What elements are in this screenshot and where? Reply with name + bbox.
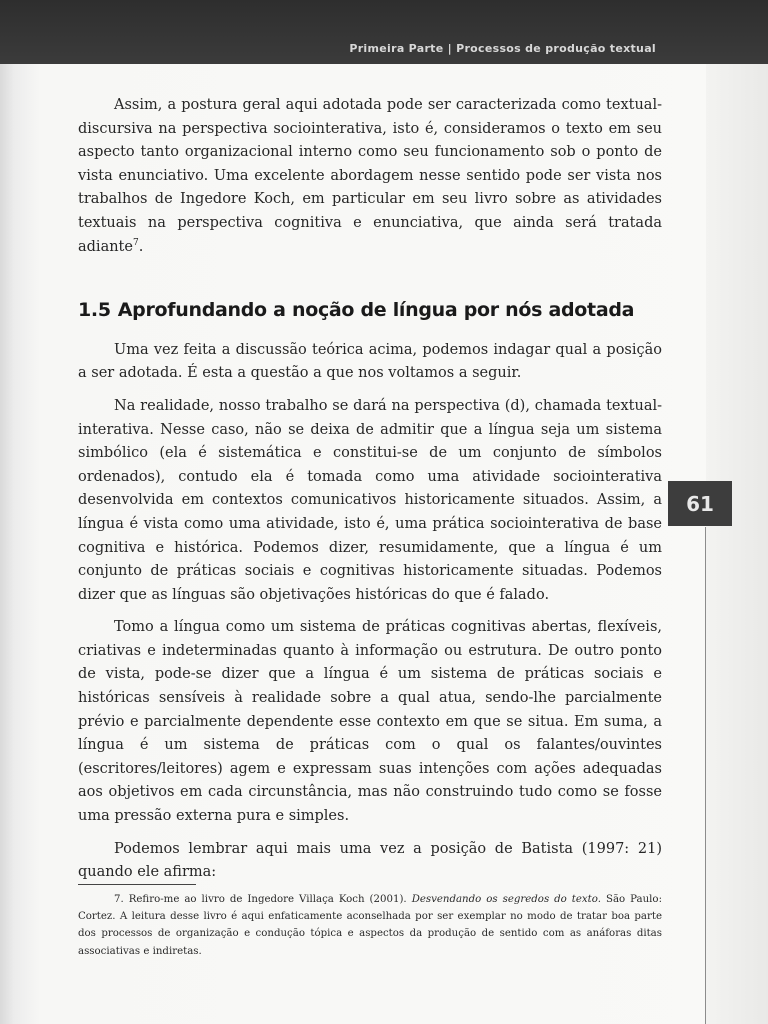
page-edge-line [705,527,706,1024]
footnote-number: 7. [114,894,124,905]
footnote-text: Refiro-me ao livro de Ingedore Villaça Koch (2001). [128,894,407,905]
page-number-tab [668,481,732,526]
footnote-text-continued: São Paulo: Cortez. A leitura desse livro é aqui enfaticamente aconselhada por ser exemplar no modo de tratar boa parte dos processos de organização e condução tópica e aspectos da produção de sentido com as anáforas ditas associativas e indiretas. [78,894,663,957]
footnote [78,891,662,960]
paragraph: Tomo a língua como um sistema de práticas cognitivas abertas, flexíveis, criativas e indeterminadas quanto à informação ou estrutura. De outro ponto de vista, pode-se dizer que a língua é um sistema de práticas sociais e históricas sensíveis à realidade sobre a qual atua, sendo-lhe parcialmente prévio e parcialmente dependente esse contexto em que se situa. Em suma, a língua é um sistema de práticas com o qual os falantes/ouvintes (escritores/leitores) agem e expressam suas intenções com ações adequadas aos objetivos em cada circunstância, mas não construindo tudo como se fosse uma pressão externa pura e simples. [78,619,662,825]
paragraph: Podemos lembrar aqui mais uma vez a posição de Batista (1997: 21) quando ele afirma: [78,840,662,881]
footnote-book-title: Desvendando os segredos do texto. [411,894,601,905]
paragraph: Na realidade, nosso trabalho se dará na perspectiva (d), chamada textual-interativa. Nesse caso, não se deixa de admitir que a língua seja um sistema simbólico (ela é sistemática e constitui-se de um conjunto de símbolos ordenados), contudo ela é tomada como uma atividade sociointerativa desenvolvida em contextos comunicativos historicamente situados. Assim, a língua é vista como uma atividade, isto é, uma prática sociointerativa de base cognitiva e histórica. Podemos dizer, resumidamente, que a língua é um conjunto de práticas sociais e cognitivas historicamente situadas. Podemos dizer que as línguas são objetivações históricas do que é falado. [78,397,662,603]
section-heading [78,299,662,323]
paragraph-text: Assim, a postura geral aqui adotada pode ser caracterizada como textual-discursiva na perspectiva sociointerativa, isto é, consideramos o texto em seu aspecto tanto organizacional interno como seu funcionamento sob o ponto de vista enunciativo. Uma excelente abordagem nesse sentido pode ser vista nos trabalhos de Ingedore Koch, em particular em seu livro sobre as atividades textuais na perspectiva cognitiva e enunciativa, que ainda será tratada adiante [78,97,662,255]
paragraph [78,94,662,259]
page-body [78,94,662,885]
page-edge [706,64,768,1024]
footnote-rule [78,884,196,885]
running-header: Primeira Parte | Processos de produção textual [349,42,656,55]
page-number: 61 [686,491,714,516]
section-title: Aprofundando a noção de língua por nós adotada [117,299,635,322]
paragraph: Uma vez feita a discussão teórica acima, podemos indagar qual a posição a ser adotada. É esta a questão a que nos voltamos a seguir. [78,341,662,382]
footnote-marker: 7 [132,237,139,248]
section-number: 1.5 [78,299,111,322]
paragraph-end: . [138,238,144,255]
